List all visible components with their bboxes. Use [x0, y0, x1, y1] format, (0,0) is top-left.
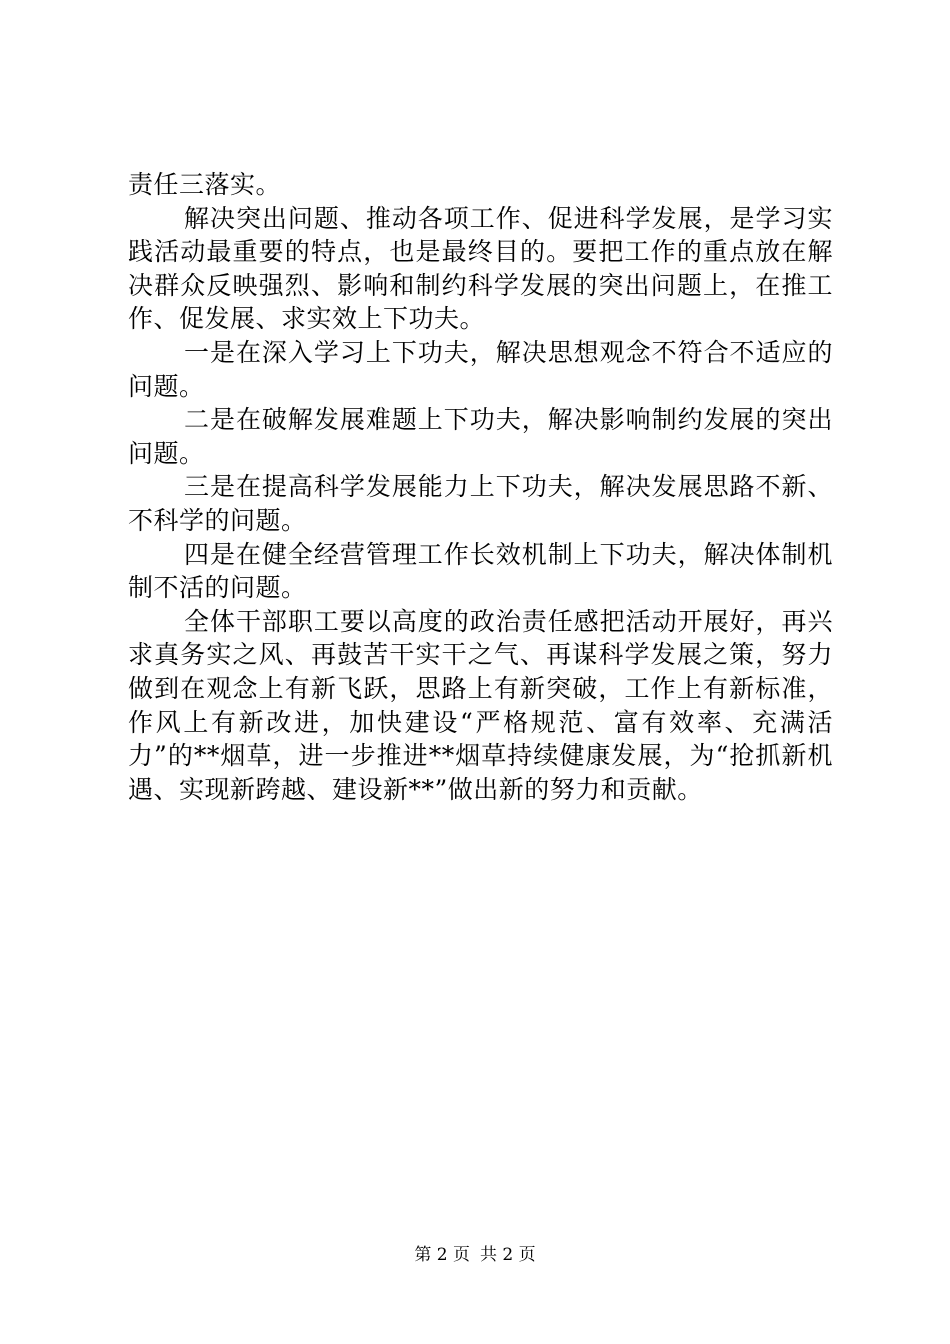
document-body — [128, 168, 833, 806]
paragraph-3: 一是在深入学习上下功夫，解决思想观念不符合不适应的问题。 — [128, 337, 833, 401]
paragraph-6: 四是在健全经营管理工作长效机制上下功夫，解决体制机制不活的问题。 — [128, 539, 833, 603]
paragraph-1: 责任三落实。 — [128, 170, 282, 199]
page-number: 第 2 页 — [414, 1245, 470, 1265]
paragraph-4: 二是在破解发展难题上下功夫，解决影响制约发展的突出问题。 — [128, 405, 833, 468]
page-total: 共 2 页 — [480, 1245, 536, 1265]
paragraph-7: 全体干部职工要以高度的政治责任感把活动开展好，再兴求真务实之风、再鼓苦干实干之气、再谋科学发展之策，努力做到在观念上有新飞跃，思路上有新突破，工作上有新标准，作风上有新改进，加快建设“严格规范、富有效率、充满活力”的**烟草，进一步推进**烟草持续健康发展，为“抢抓新机遇、实现新跨越、建设新**”做出新的努力和贡献。 — [128, 606, 833, 804]
paragraph-5: 三是在提高科学发展能力上下功夫，解决发展思路不新、不科学的问题。 — [128, 472, 833, 535]
page-footer — [0, 1244, 950, 1266]
paragraph-2: 解决突出问题、推动各项工作、促进科学发展，是学习实践活动最重要的特点，也是最终目的。要把工作的重点放在解决群众反映强烈、影响和制约科学发展的突出问题上，在推工作、促发展、求实效上下功夫。 — [128, 203, 833, 334]
